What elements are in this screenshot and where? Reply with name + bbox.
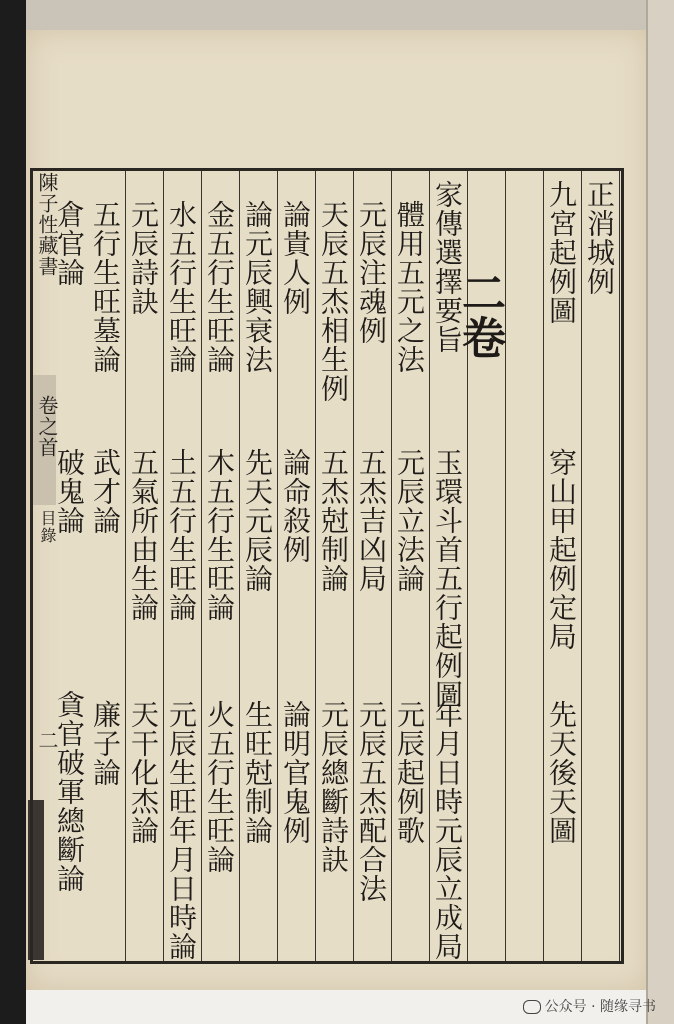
toc-entry: 元辰注魂例 <box>355 200 388 345</box>
toc-entry: 貪官破軍總斷論 <box>53 690 86 893</box>
col-rule <box>505 171 544 961</box>
toc-entry: 五杰尅制論 <box>317 448 350 593</box>
toc-entry: 金五行生旺論 <box>203 200 236 374</box>
toc-entry: 元辰立法論 <box>393 448 426 593</box>
margin-page-number: 二 <box>35 730 59 751</box>
toc-entry: 元辰詩訣 <box>127 200 160 316</box>
toc-entry: 論元辰興衰法 <box>241 200 274 374</box>
toc-entry: 正消城例 <box>583 180 616 296</box>
toc-entry: 廉子論 <box>89 700 122 787</box>
toc-entry: 火五行生旺論 <box>203 700 236 874</box>
toc-entry: 五行生旺墓論 <box>89 200 122 374</box>
watermark <box>523 996 656 1016</box>
toc-entry: 先天後天圖 <box>545 700 578 845</box>
toc-entry: 倉官論 <box>53 200 86 287</box>
book-binding <box>0 0 26 1024</box>
toc-entry: 論貴人例 <box>279 200 312 316</box>
toc-entry: 論明官鬼例 <box>279 700 312 845</box>
toc-entry: 九宮起例圖 <box>545 180 578 325</box>
toc-entry: 元辰五杰配合法 <box>355 700 388 903</box>
toc-entry: 木五行生旺論 <box>203 448 236 622</box>
toc-entry: 天干化杰論 <box>127 700 160 845</box>
toc-entry: 天辰五杰相生例 <box>317 200 350 403</box>
next-page-edge <box>646 0 674 1024</box>
toc-entry: 家傳選擇要旨 <box>431 180 464 354</box>
toc-entry: 五杰吉凶局 <box>355 448 388 593</box>
toc-entry: 論命殺例 <box>279 448 312 564</box>
toc-entry: 穿山甲起例定局 <box>545 448 578 651</box>
toc-entry: 土五行生旺論 <box>165 448 198 622</box>
toc-entry: 先天元辰論 <box>241 448 274 593</box>
margin-volume: 卷之首 <box>35 395 59 458</box>
watermark-text: 公众号 · 随缘寻书 <box>544 999 656 1015</box>
toc-entry: 水五行生旺論 <box>165 200 198 374</box>
toc-entry: 元辰起例歌 <box>393 700 426 845</box>
wechat-icon <box>523 1000 541 1014</box>
margin-book-title: 陳子性藏書 <box>35 172 59 277</box>
toc-entry: 破鬼論 <box>53 448 86 535</box>
volume-title: 二卷 <box>454 270 505 360</box>
toc-entry: 年月日時元辰立成局 <box>431 700 464 961</box>
margin-section: 目錄 <box>38 510 57 544</box>
toc-entry: 元辰生旺年月日時論 <box>165 700 198 961</box>
toc-entry: 生旺尅制論 <box>241 700 274 845</box>
toc-entry: 元辰總斷詩訣 <box>317 700 350 874</box>
page-top-edge <box>26 0 674 30</box>
toc-entry: 體用五元之法 <box>393 200 426 374</box>
toc-entry: 武才論 <box>89 448 122 535</box>
toc-entry: 玉環斗首五行起例圖 <box>431 448 464 709</box>
toc-entry: 五氣所由生論 <box>127 448 160 622</box>
